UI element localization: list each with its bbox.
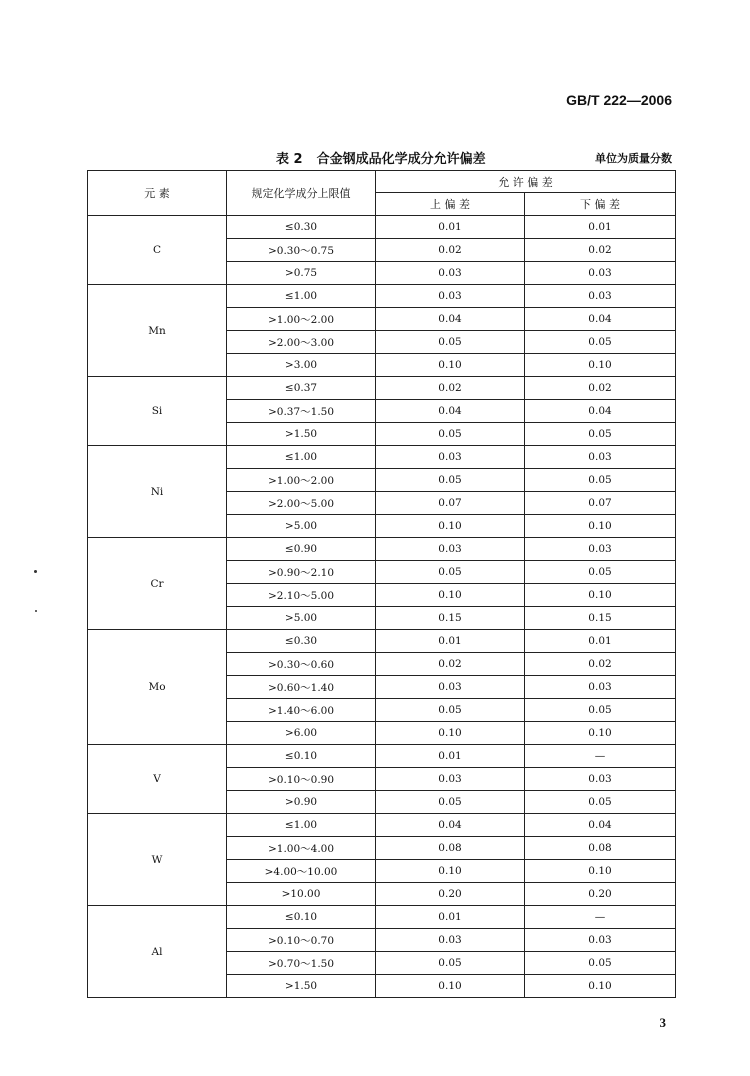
standard-code: GB/T 222—2006 [566,92,672,108]
limit-cell: ≤0.30 [227,630,376,653]
lower-deviation-cell: 0.10 [525,860,676,883]
limit-cell: >4.00～10.00 [227,860,376,883]
limit-cell: >0.30～0.60 [227,653,376,676]
upper-deviation-cell: 0.08 [376,837,525,860]
lower-deviation-cell: 0.04 [525,308,676,331]
limit-cell: >2.00～5.00 [227,492,376,515]
tolerance-table [87,170,676,998]
upper-deviation-cell: 0.20 [376,883,525,906]
lower-deviation-cell: 0.05 [525,791,676,814]
limit-cell: ≤1.00 [227,814,376,837]
lower-deviation-cell: 0.02 [525,653,676,676]
limit-cell: >1.50 [227,423,376,446]
lower-deviation-cell: 0.20 [525,883,676,906]
upper-deviation-cell: 0.05 [376,561,525,584]
table-row [88,216,676,239]
lower-deviation-cell: — [525,745,676,768]
table-row [88,377,676,400]
lower-deviation-cell: 0.03 [525,446,676,469]
header-lower: 下 偏 差 [525,193,676,216]
upper-deviation-cell: 0.07 [376,492,525,515]
limit-cell: >5.00 [227,607,376,630]
limit-cell: >0.70～1.50 [227,952,376,975]
lower-deviation-cell: 0.03 [525,538,676,561]
header-tolerance: 允 许 偏 差 [376,171,676,193]
limit-cell: >1.50 [227,975,376,998]
limit-cell: >0.90～2.10 [227,561,376,584]
lower-deviation-cell: 0.07 [525,492,676,515]
limit-cell: >1.40～6.00 [227,699,376,722]
upper-deviation-cell: 0.03 [376,446,525,469]
limit-cell: >3.00 [227,354,376,377]
upper-deviation-cell: 0.03 [376,262,525,285]
scan-speck [34,570,37,573]
limit-cell: >6.00 [227,722,376,745]
lower-deviation-cell: 0.03 [525,768,676,791]
limit-cell: ≤1.00 [227,446,376,469]
upper-deviation-cell: 0.01 [376,216,525,239]
lower-deviation-cell: 0.01 [525,630,676,653]
limit-cell: ≤0.10 [227,745,376,768]
upper-deviation-cell: 0.05 [376,952,525,975]
upper-deviation-cell: 0.10 [376,860,525,883]
upper-deviation-cell: 0.05 [376,331,525,354]
upper-deviation-cell: 0.10 [376,515,525,538]
element-cell: Ni [88,446,227,538]
header-limit: 规定化学成分上限值 [227,171,376,216]
lower-deviation-cell: 0.02 [525,239,676,262]
table-row [88,906,676,929]
upper-deviation-cell: 0.01 [376,906,525,929]
upper-deviation-cell: 0.04 [376,400,525,423]
limit-cell: ≤0.10 [227,906,376,929]
lower-deviation-cell: 0.05 [525,699,676,722]
table-title: 合金钢成品化学成分允许偏差 [316,152,486,167]
lower-deviation-cell: 0.03 [525,676,676,699]
limit-cell: >0.37～1.50 [227,400,376,423]
table-body [88,216,676,998]
lower-deviation-cell: 0.05 [525,423,676,446]
scan-speck [35,610,37,612]
upper-deviation-cell: 0.03 [376,538,525,561]
upper-deviation-cell: 0.03 [376,676,525,699]
element-cell: Cr [88,538,227,630]
lower-deviation-cell: 0.03 [525,929,676,952]
lower-deviation-cell: — [525,906,676,929]
upper-deviation-cell: 0.05 [376,423,525,446]
lower-deviation-cell: 0.05 [525,331,676,354]
limit-cell: ≤0.37 [227,377,376,400]
lower-deviation-cell: 0.03 [525,262,676,285]
limit-cell: >2.00～3.00 [227,331,376,354]
lower-deviation-cell: 0.04 [525,400,676,423]
lower-deviation-cell: 0.10 [525,975,676,998]
upper-deviation-cell: 0.05 [376,791,525,814]
upper-deviation-cell: 0.05 [376,469,525,492]
upper-deviation-cell: 0.03 [376,768,525,791]
limit-cell: >10.00 [227,883,376,906]
upper-deviation-cell: 0.02 [376,239,525,262]
limit-cell: >0.10～0.70 [227,929,376,952]
unit-note: 单位为质量分数 [595,152,672,165]
lower-deviation-cell: 0.05 [525,469,676,492]
limit-cell: >0.60～1.40 [227,676,376,699]
limit-cell: ≤0.30 [227,216,376,239]
table-row [88,538,676,561]
limit-cell: >2.10～5.00 [227,584,376,607]
element-cell: Mn [88,285,227,377]
lower-deviation-cell: 0.10 [525,354,676,377]
limit-cell: >5.00 [227,515,376,538]
lower-deviation-cell: 0.04 [525,814,676,837]
limit-cell: >1.00～2.00 [227,469,376,492]
limit-cell: >0.10～0.90 [227,768,376,791]
lower-deviation-cell: 0.10 [525,722,676,745]
page-number: 3 [659,1015,666,1030]
element-cell: C [88,216,227,285]
limit-cell: ≤1.00 [227,285,376,308]
limit-cell: >0.30～0.75 [227,239,376,262]
table-caption [276,148,486,167]
upper-deviation-cell: 0.04 [376,814,525,837]
upper-deviation-cell: 0.03 [376,929,525,952]
header-upper: 上 偏 差 [376,193,525,216]
table-header [88,171,676,216]
limit-cell: >0.75 [227,262,376,285]
upper-deviation-cell: 0.04 [376,308,525,331]
upper-deviation-cell: 0.15 [376,607,525,630]
limit-cell: ≤0.90 [227,538,376,561]
upper-deviation-cell: 0.03 [376,285,525,308]
upper-deviation-cell: 0.10 [376,975,525,998]
table-number: 表 2 [276,152,303,167]
lower-deviation-cell: 0.01 [525,216,676,239]
element-cell: Al [88,906,227,998]
upper-deviation-cell: 0.02 [376,377,525,400]
lower-deviation-cell: 0.05 [525,952,676,975]
table-row [88,446,676,469]
element-cell: Si [88,377,227,446]
limit-cell: >1.00～4.00 [227,837,376,860]
table-row [88,745,676,768]
element-cell: V [88,745,227,814]
lower-deviation-cell: 0.05 [525,561,676,584]
upper-deviation-cell: 0.10 [376,584,525,607]
lower-deviation-cell: 0.10 [525,584,676,607]
lower-deviation-cell: 0.10 [525,515,676,538]
element-cell: W [88,814,227,906]
upper-deviation-cell: 0.10 [376,354,525,377]
element-cell: Mo [88,630,227,745]
upper-deviation-cell: 0.01 [376,630,525,653]
upper-deviation-cell: 0.01 [376,745,525,768]
upper-deviation-cell: 0.02 [376,653,525,676]
lower-deviation-cell: 0.02 [525,377,676,400]
table-row [88,814,676,837]
lower-deviation-cell: 0.08 [525,837,676,860]
lower-deviation-cell: 0.03 [525,285,676,308]
upper-deviation-cell: 0.10 [376,722,525,745]
limit-cell: >0.90 [227,791,376,814]
table-row [88,630,676,653]
lower-deviation-cell: 0.15 [525,607,676,630]
header-element: 元 素 [88,171,227,216]
upper-deviation-cell: 0.05 [376,699,525,722]
limit-cell: >1.00～2.00 [227,308,376,331]
table-row [88,285,676,308]
